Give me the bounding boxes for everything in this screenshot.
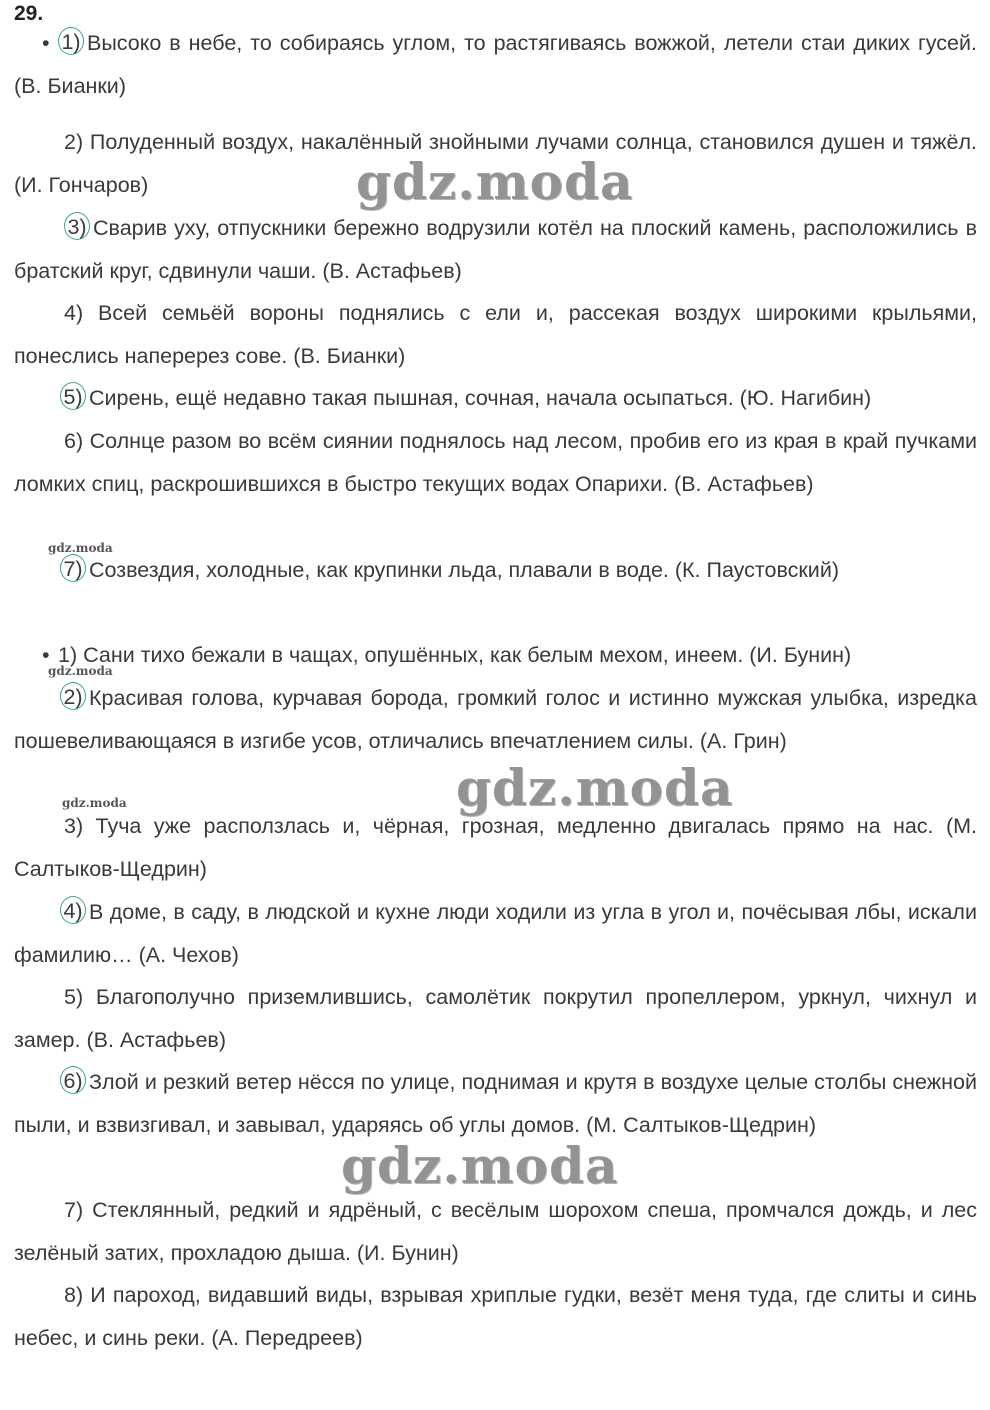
group1-item-4 — [14, 292, 977, 377]
group2-item-6 — [14, 1061, 977, 1146]
group1-item-6 — [14, 420, 977, 505]
group1-item-7 — [14, 549, 977, 592]
sentence-text: Благополучно приземлившись, самолётик покрутил пропеллером, уркнул, чихнул и замер. (В. Астафьев) — [14, 985, 977, 1052]
watermark-small: gdz.moda — [48, 664, 113, 678]
circled-number-marker: 4) — [60, 896, 86, 924]
group1-item-3 — [14, 207, 977, 292]
circled-number-marker: 5) — [60, 382, 86, 410]
number-marker: 8) — [64, 1283, 84, 1307]
circled-number-marker: 3) — [64, 212, 90, 240]
group2-item-2 — [14, 677, 977, 762]
circled-number-marker: 2) — [60, 682, 86, 710]
sentence-text: Туча уже расползлась и, чёрная, грозная, медленно двигалась прямо на нас. (М. Салтыков-Щедрин) — [14, 814, 977, 881]
group2-item-4 — [14, 891, 977, 976]
sentence-text: Красивая голова, курчавая борода, громкий голос и истинно мужская улыбка, изредка пошевеливающаяся в изгибе усов, отличались впечатлением силы. (А. Грин) — [14, 686, 977, 753]
group2-item-3 — [14, 805, 977, 890]
sentence-text: Сани тихо бежали в чащах, опушённых, как белым мехом, инеем. (И. Бунин) — [83, 643, 852, 667]
group1-item-5 — [14, 377, 977, 420]
sentence-text: Солнце разом во всём сиянии поднялось над лесом, пробив его из края в край пучками ломких спиц, раскрошившихся в быстро текущих водах Опарихи. (В. Астафьев) — [14, 429, 977, 496]
group2-item-7 — [14, 1189, 977, 1274]
sentence-text: Полуденный воздух, накалённый знойными лучами солнца, становился душен и тяжёл. (И. Гончаров) — [14, 130, 977, 197]
sentence-text: В доме, в саду, в людской и кухне люди ходили из угла в угол и, почёсывая лбы, искали фамилию… (А. Чехов) — [14, 900, 977, 967]
watermark-small: gdz.moda — [48, 541, 113, 555]
number-marker: 5) — [64, 985, 84, 1009]
sentence-text: Высоко в небе, то собираясь углом, то растягиваясь вожжой, летели стаи диких гусей. (В. Бианки) — [14, 31, 977, 98]
group2-item-1 — [14, 634, 977, 677]
sentence-text: Всей семьёй вороны поднялись с ели и, рассекая воздух широкими крыльями, понеслись наперерез сове. (В. Бианки) — [14, 301, 977, 368]
sentence-text: И пароход, видавший виды, взрывая хриплые гудки, везёт меня туда, где слиты и синь небес, и синь реки. (А. Передреев) — [14, 1283, 977, 1350]
watermark-logo: gdz.moda — [341, 1136, 619, 1195]
circled-number-marker: 7) — [60, 554, 86, 582]
number-marker: 2) — [64, 130, 84, 154]
bullet-icon: • — [42, 31, 50, 55]
watermark-logo: gdz.moda — [356, 152, 634, 211]
watermark-small: gdz.moda — [62, 796, 127, 810]
bullet-icon: • — [42, 643, 50, 667]
sentence-text: Стеклянный, редкий и ядрёный, с весёлым шорохом спеша, промчался дождь, и лес зелёный затих, прохладою дыша. (И. Бунин) — [14, 1198, 977, 1265]
circled-number-marker: 1) — [58, 27, 84, 55]
sentence-text: Сирень, ещё недавно такая пышная, сочная, начала осыпаться. (Ю. Нагибин) — [89, 386, 872, 410]
sentence-text: Сварив уху, отпускники бережно водрузили котёл на плоский камень, расположились в братский круг, сдвинули чаши. (В. Астафьев) — [14, 216, 977, 283]
number-marker: 4) — [64, 301, 84, 325]
group2-item-8 — [14, 1274, 977, 1359]
group2-item-5 — [14, 976, 977, 1061]
sentence-text: Созвездия, холодные, как крупинки льда, плавали в воде. (К. Паустовский) — [89, 558, 839, 582]
number-marker: 7) — [64, 1198, 84, 1222]
number-marker: 6) — [64, 429, 84, 453]
number-marker: 1) — [58, 643, 78, 667]
sentence-text: Злой и резкий ветер нёсся по улице, поднимая и крутя в воздухе целые столбы снежной пыли, и взвизгивал, и завывал, ударяясь об углы домов. (М. Салтыков-Щедрин) — [14, 1070, 977, 1137]
group1-item-1 — [14, 22, 977, 107]
watermark-logo: gdz.moda — [456, 758, 734, 817]
number-marker: 3) — [64, 814, 84, 838]
exercise-number: 29. — [14, 2, 44, 25]
circled-number-marker: 6) — [60, 1066, 86, 1094]
